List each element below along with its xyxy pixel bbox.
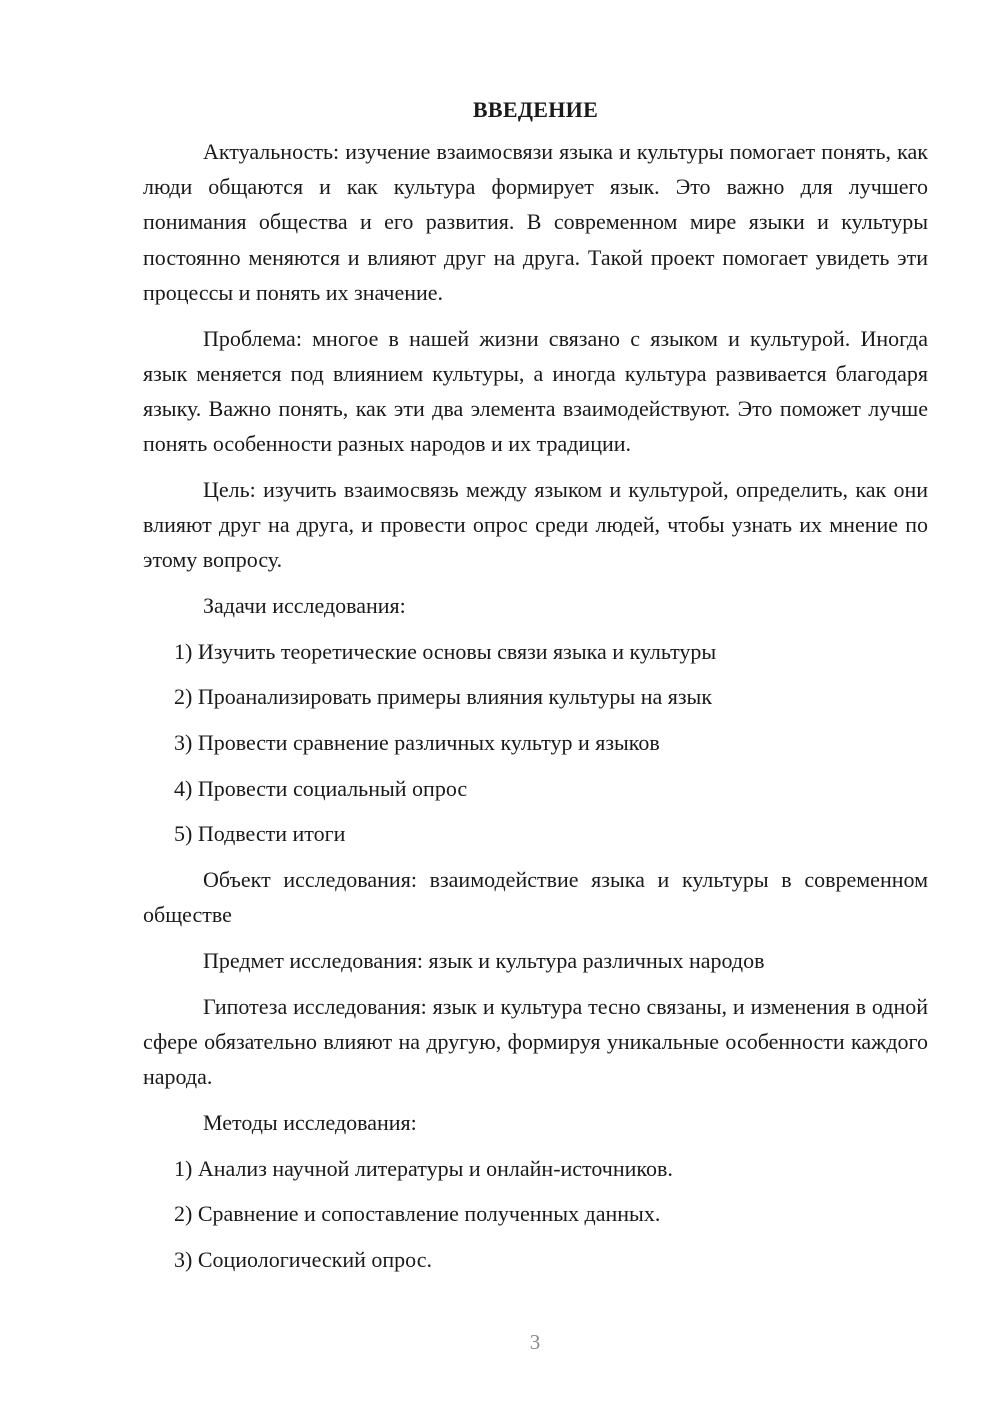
hypothesis-paragraph: Гипотеза исследования: язык и культура тесно связаны, и изменения в одной сфере обязательно влияют на другую, формируя уникальные особенности каждого народа. bbox=[143, 993, 928, 1090]
subject-paragraph: Предмет исследования: язык и культура различных народов bbox=[203, 948, 765, 974]
object-paragraph: Объект исследования: взаимодействие языка и культуры в современном обществе bbox=[143, 867, 928, 928]
list-item: 3) Провести сравнение различных культур и языков bbox=[174, 730, 660, 756]
list-item: 2) Сравнение и сопоставление полученных данных. bbox=[174, 1201, 661, 1227]
tasks-heading: Задачи исследования: bbox=[203, 592, 406, 618]
relevance-paragraph: Актуальность: изучение взаимосвязи языка и культуры помогает понять, как люди общаются и как культура формирует язык. Это важно для лучшего понимания общества и его развития. В современном мире языки и культуры постоянно меняются и влияют друг на друга. Такой проект помогает увидеть эти процессы и понять их значение. bbox=[143, 139, 928, 305]
methods-list bbox=[143, 1151, 928, 1278]
list-item: 2) Проанализировать примеры влияния культуры на язык bbox=[174, 684, 713, 710]
tasks-list bbox=[143, 634, 928, 852]
problem-paragraph: Проблема: многое в нашей жизни связано с языком и культурой. Иногда язык меняется под влиянием культуры, а иногда культура развивается благодаря языку. Важно понять, как эти два элемента взаимодействуют. Это поможет лучше понять особенности разных народов и их традиции. bbox=[143, 325, 928, 457]
list-item: 1) Изучить теоретические основы связи языка и культуры bbox=[174, 638, 717, 664]
methods-heading: Методы исследования: bbox=[203, 1109, 417, 1135]
list-item: 5) Подвести итоги bbox=[174, 821, 346, 847]
list-item: 4) Провести социальный опрос bbox=[174, 775, 468, 801]
page-title: ВВЕДЕНИЕ bbox=[472, 97, 599, 122]
goal-paragraph: Цель: изучить взаимосвязь между языком и культурой, определить, как они влияют друг на друга, и провести опрос среди людей, чтобы узнать их мнение по этому вопросу. bbox=[143, 476, 928, 573]
list-item: 1) Анализ научной литературы и онлайн-источников. bbox=[174, 1155, 673, 1181]
page-number: 3 bbox=[529, 1330, 541, 1354]
list-item: 3) Социологический опрос. bbox=[174, 1246, 432, 1272]
document-page bbox=[143, 92, 928, 1277]
